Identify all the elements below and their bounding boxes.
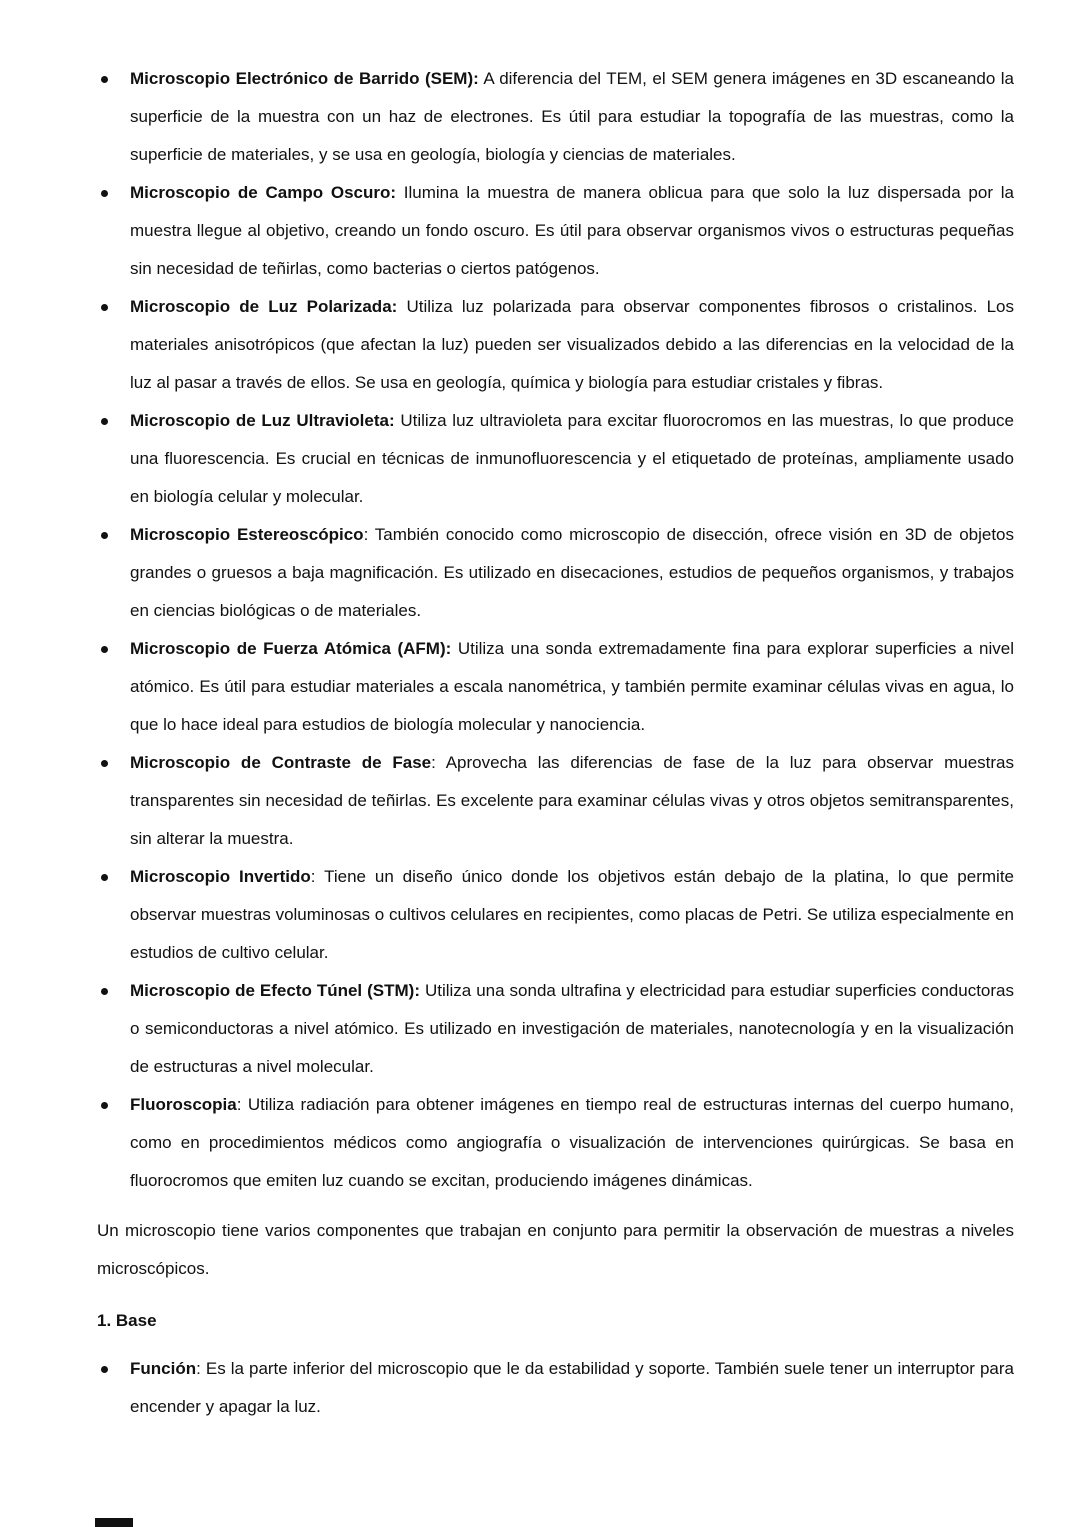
bullet-icon	[101, 190, 108, 197]
bullet-term: Función	[130, 1359, 197, 1378]
list-item	[97, 858, 1014, 972]
bullet-icon	[101, 646, 108, 653]
bullet-term: Microscopio de Campo Oscuro:	[130, 183, 397, 202]
page-bottom-cutoff-text	[95, 1518, 133, 1527]
list-item	[97, 60, 1014, 174]
bullet-term: Microscopio de Fuerza Atómica (AFM):	[130, 639, 452, 658]
list-item	[97, 972, 1014, 1086]
bullet-icon	[101, 988, 108, 995]
list-item	[97, 174, 1014, 288]
bullet-term: Microscopio de Luz Polarizada:	[130, 297, 398, 316]
bullet-term: Fluoroscopia	[130, 1095, 237, 1114]
base-component-list	[97, 1350, 1014, 1426]
bullet-description: : Tiene un diseño único donde los objetivos están debajo de la platina, lo que permite observar muestras voluminosas o cultivos celulares en recipientes, como placas de Petri. Se utiliza especialmente en estudios de cultivo celular.	[130, 867, 1014, 962]
microscope-type-list	[97, 60, 1014, 1200]
list-item	[97, 630, 1014, 744]
list-item	[97, 1086, 1014, 1200]
bullet-icon	[101, 418, 108, 425]
bullet-description: A diferencia del TEM, el SEM genera imágenes en 3D escaneando la superficie de la muestra con un haz de electrones. Es útil para estudiar la topografía de las muestras, como la superficie de materiales, y se usa en geología, biología y ciencias de materiales.	[130, 69, 1014, 164]
intro-paragraph: Un microscopio tiene varios componentes que trabajan en conjunto para permitir la observación de muestras a niveles microscópicos.	[97, 1221, 1014, 1278]
bullet-term: Microscopio de Contraste de Fase	[130, 753, 432, 772]
bullet-description: : Es la parte inferior del microscopio que le da estabilidad y soporte. También suele tener un interruptor para encender y apagar la luz.	[130, 1359, 1014, 1416]
bullet-term: Microscopio Estereoscópico	[130, 525, 364, 544]
bullet-icon	[101, 304, 108, 311]
bullet-term: Microscopio Electrónico de Barrido (SEM):	[130, 69, 479, 88]
bullet-icon	[101, 532, 108, 539]
bullet-icon	[101, 76, 108, 83]
bullet-icon	[101, 1102, 108, 1109]
bullet-description: Utiliza una sonda extremadamente fina para explorar superficies a nivel atómico. Es útil para estudiar materiales a escala nanométrica, y también permite examinar células vivas en agua, lo que lo hace ideal para estudios de biología molecular y nanociencia.	[130, 639, 1014, 734]
bullet-description: Utiliza una sonda ultrafina y electricidad para estudiar superficies conductoras o semiconductoras a nivel atómico. Es utilizado en investigación de materiales, nanotecnología y en la visualización de estructuras a nivel molecular.	[130, 981, 1014, 1076]
bullet-description: : También conocido como microscopio de disección, ofrece visión en 3D de objetos grandes o gruesos a baja magnificación. Es utilizado en disecaciones, estudios de pequeños organismos, y trabajos en ciencias biológicas o de materiales.	[130, 525, 1015, 620]
bullet-description: Ilumina la muestra de manera oblicua para que solo la luz dispersada por la muestra llegue al objetivo, creando un fondo oscuro. Es útil para observar organismos vivos o estructuras pequeñas sin necesidad de teñirlas, como bacterias o ciertos patógenos.	[130, 183, 1014, 278]
bullet-description: : Utiliza radiación para obtener imágenes en tiempo real de estructuras internas del cuerpo humano, como en procedimientos médicos como angiografía o visualización de intervenciones quirúrgicas. Se basa en fluorocromos que emiten luz cuando se excitan, produciendo imágenes dinámicas.	[130, 1095, 1014, 1190]
bullet-term: Microscopio de Luz Ultravioleta:	[130, 411, 395, 430]
bullet-icon	[101, 760, 108, 767]
bullet-description: Utiliza luz ultravioleta para excitar fluorocromos en las muestras, lo que produce una fluorescencia. Es crucial en técnicas de inmunofluorescencia y el etiquetado de proteínas, ampliamente usado en biología celular y molecular.	[130, 411, 1014, 506]
bullet-icon	[101, 874, 108, 881]
bullet-term: Microscopio de Efecto Túnel (STM):	[130, 981, 420, 1000]
list-item	[97, 516, 1014, 630]
bullet-description: Utiliza luz polarizada para observar componentes fibrosos o cristalinos. Los materiales anisotrópicos (que afectan la luz) pueden ser visualizados debido a las diferencias en la velocidad de la luz al pasar a través de ellos. Se usa en geología, química y biología para estudiar cristales y fibras.	[130, 297, 1014, 392]
list-item	[97, 402, 1014, 516]
bullet-term: Microscopio Invertido	[130, 867, 311, 886]
section-heading: 1. Base	[97, 1311, 157, 1330]
list-item	[97, 744, 1014, 858]
bullet-icon	[101, 1366, 108, 1373]
bullet-description: : Aprovecha las diferencias de fase de la luz para observar muestras transparentes sin necesidad de teñirlas. Es excelente para examinar células vivas y otros objetos semitransparentes, sin alterar la muestra.	[130, 753, 1014, 848]
list-item	[97, 1350, 1014, 1426]
list-item	[97, 288, 1014, 402]
